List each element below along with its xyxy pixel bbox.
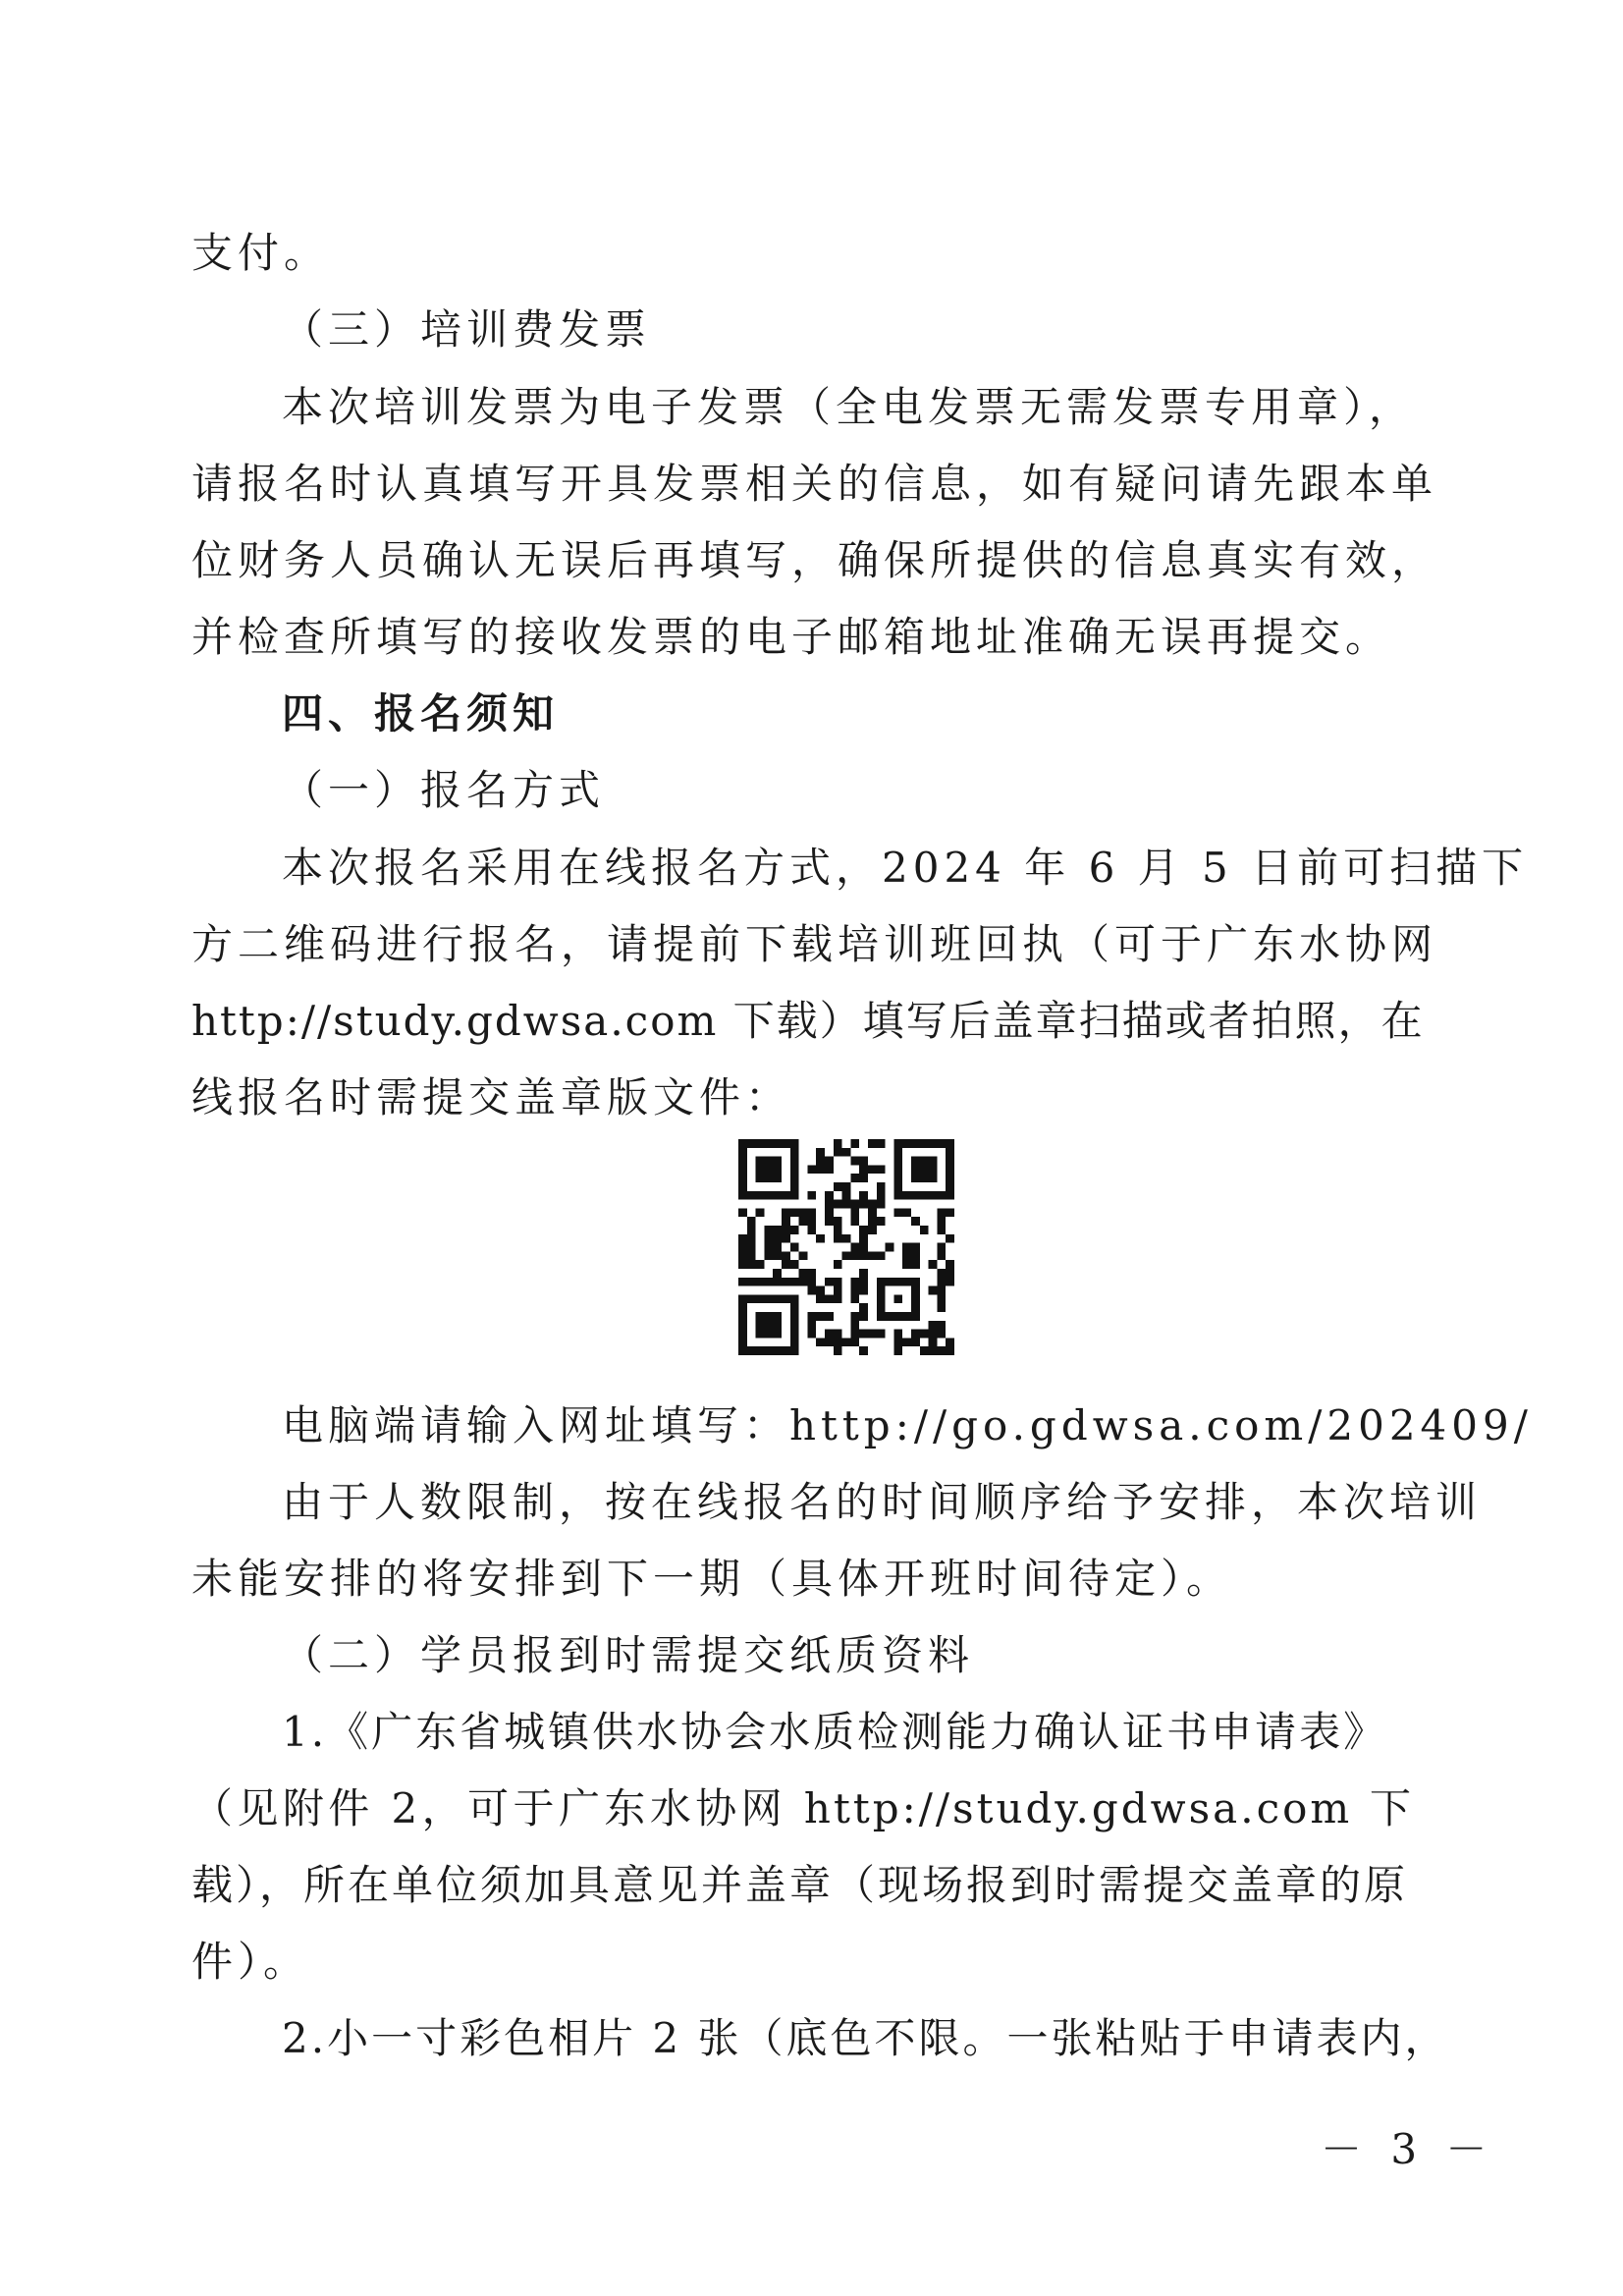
paragraph-line: （见附件 2，可于广东水协网 http://study.gdwsa.com 下 [191,1784,1414,1832]
subsection-heading: （一）报名方式 [282,766,606,814]
subsection-heading: （二）学员报到时需提交纸质资料 [282,1631,975,1679]
paragraph-line: 电脑端请输入网址填写：http://go.gdwsa.com/202409/ [282,1401,1533,1449]
paragraph-line: 1.《广东省城镇供水协会水质检测能力确认证书申请表》 [282,1708,1388,1756]
qr-code [738,1139,954,1355]
paragraph-line: 本次培训发票为电子发票（全电发票无需发票专用章）， [282,383,1416,431]
paragraph-line: http://study.gdwsa.com 下载）填写后盖章扫描或者拍照，在 [191,997,1425,1045]
paragraph-line: 件）。 [191,1938,310,1986]
paragraph-line: 线报名时需提交盖章版文件： [191,1073,792,1121]
paragraph-line: 并检查所填写的接收发票的电子邮箱地址准确无误再提交。 [191,613,1392,661]
paragraph-line: 支付。 [191,229,331,277]
paragraph-line: 2.小一寸彩色相片 2 张（底色不限。一张粘贴于申请表内， [282,2014,1449,2062]
section-heading: 四、报名须知 [282,689,560,738]
page-number: － 3 － [1321,2125,1495,2173]
paragraph-line: 位财务人员确认无误后再填写，确保所提供的信息真实有效， [191,536,1438,584]
paragraph-line: 本次报名采用在线报名方式，2024 年 6 月 5 日前可扫描下 [282,844,1529,892]
paragraph-line: 载），所在单位须加具意见并盖章（现场报到时需提交盖章的原 [191,1861,1409,1909]
paragraph-line: 请报名时认真填写开具发票相关的信息，如有疑问请先跟本单 [191,460,1438,508]
paragraph-line: 方二维码进行报名，请提前下载培训班回执（可于广东水协网 [191,920,1438,968]
paragraph-line: 由于人数限制，按在线报名的时间顺序给予安排，本次培训 [282,1478,1483,1526]
subsection-heading: （三）培训费发票 [282,305,652,354]
paragraph-line: 未能安排的将安排到下一期（具体开班时间待定）。 [191,1555,1233,1603]
